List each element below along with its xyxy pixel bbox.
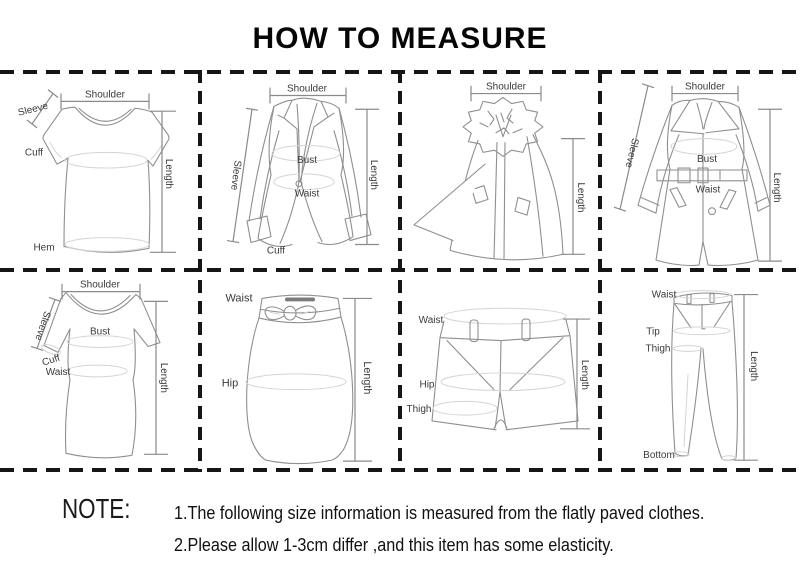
panel-tshirt: [0, 72, 200, 268]
shorts-diagram: [400, 272, 600, 468]
dress-shoulder-label: Shoulder: [80, 279, 120, 291]
dress-length-label: Length: [157, 362, 170, 393]
panel-trench-coat: [600, 72, 800, 268]
note-section: [62, 494, 763, 561]
panel-dress: [0, 272, 200, 468]
tshirt-cuff-label: Cuff: [24, 147, 44, 159]
skirt-length-label: Length: [360, 361, 374, 395]
tshirt-hem-label: Hem: [33, 242, 55, 254]
blazer-waist-label: Waist: [294, 188, 320, 200]
trench-bust-label: Bust: [697, 154, 717, 166]
shorts-waist-label: Waist: [418, 315, 444, 326]
trench-waist-label: Waist: [695, 184, 721, 196]
panel-shorts: [400, 272, 600, 468]
note-lines: [174, 497, 763, 561]
skirt-drawing: [246, 295, 353, 464]
dress-bust-label: Bust: [90, 326, 110, 338]
page-title: HOW TO MEASURE: [252, 22, 548, 55]
blazer-sleeve-label: Sleeve: [228, 159, 243, 191]
tshirt-shoulder-label: Shoulder: [85, 89, 125, 101]
trench-sleeve-label: Sleeve: [622, 137, 641, 169]
blazer-diagram: [200, 72, 400, 268]
pants-thigh-label: Thigh: [645, 343, 671, 355]
shorts-drawing: [432, 308, 578, 430]
trench-shoulder-label: Shoulder: [685, 81, 725, 93]
coat-length-label: Length: [574, 182, 587, 213]
panel-fur-hooded-coat: [400, 72, 600, 268]
shorts-hip-label: Hip: [419, 379, 435, 391]
note-line-2: 2.Please allow 1-3cm differ ,and this item has some elasticity.: [173, 535, 614, 555]
dress-sleeve-label: Sleeve: [32, 309, 53, 342]
blazer-cuff-label: Cuff: [266, 245, 286, 257]
tshirt-length-label: Length: [162, 158, 175, 189]
note-line-1: 1.The following size information is measured from the flatly paved clothes.: [173, 503, 704, 523]
shorts-thigh-label: Thigh: [406, 404, 432, 416]
fur-hooded-coat-diagram: [400, 72, 600, 268]
tshirt-sleeve-label: Sleeve: [16, 100, 50, 119]
dress-diagram: [0, 272, 200, 468]
pants-length-label: Length: [747, 351, 760, 382]
skirt-diagram: [200, 272, 400, 468]
trench-length-label: Length: [770, 172, 783, 203]
dress-waist-label: Waist: [45, 366, 71, 378]
blazer-drawing: [247, 98, 371, 246]
note-label: NOTE:: [62, 493, 131, 524]
panel-skirt: [200, 272, 400, 468]
pants-drawing: [672, 291, 738, 461]
coat-shoulder-label: Shoulder: [486, 81, 526, 93]
blazer-length-label: Length: [367, 159, 380, 190]
skirt-hip-label: Hip: [221, 377, 239, 390]
trench-drawing: [638, 99, 770, 266]
panel-pants: [600, 272, 800, 468]
trench-coat-diagram: [600, 72, 800, 268]
pants-diagram: [600, 272, 800, 468]
pants-waist-label: Waist: [651, 289, 677, 301]
tshirt-diagram: [0, 72, 200, 268]
pants-tip-label: Tip: [646, 326, 660, 338]
pants-bottom-label: Bottom: [643, 450, 675, 462]
blazer-shoulder-label: Shoulder: [287, 83, 327, 95]
shorts-length-label: Length: [578, 359, 591, 390]
dress-cuff-label: Cuff: [40, 352, 62, 369]
tshirt-drawing: [43, 107, 169, 252]
coat-drawing: [414, 135, 563, 260]
skirt-waist-label: Waist: [225, 292, 253, 305]
blazer-bust-label: Bust: [297, 155, 317, 167]
panel-blazer: [200, 72, 400, 268]
